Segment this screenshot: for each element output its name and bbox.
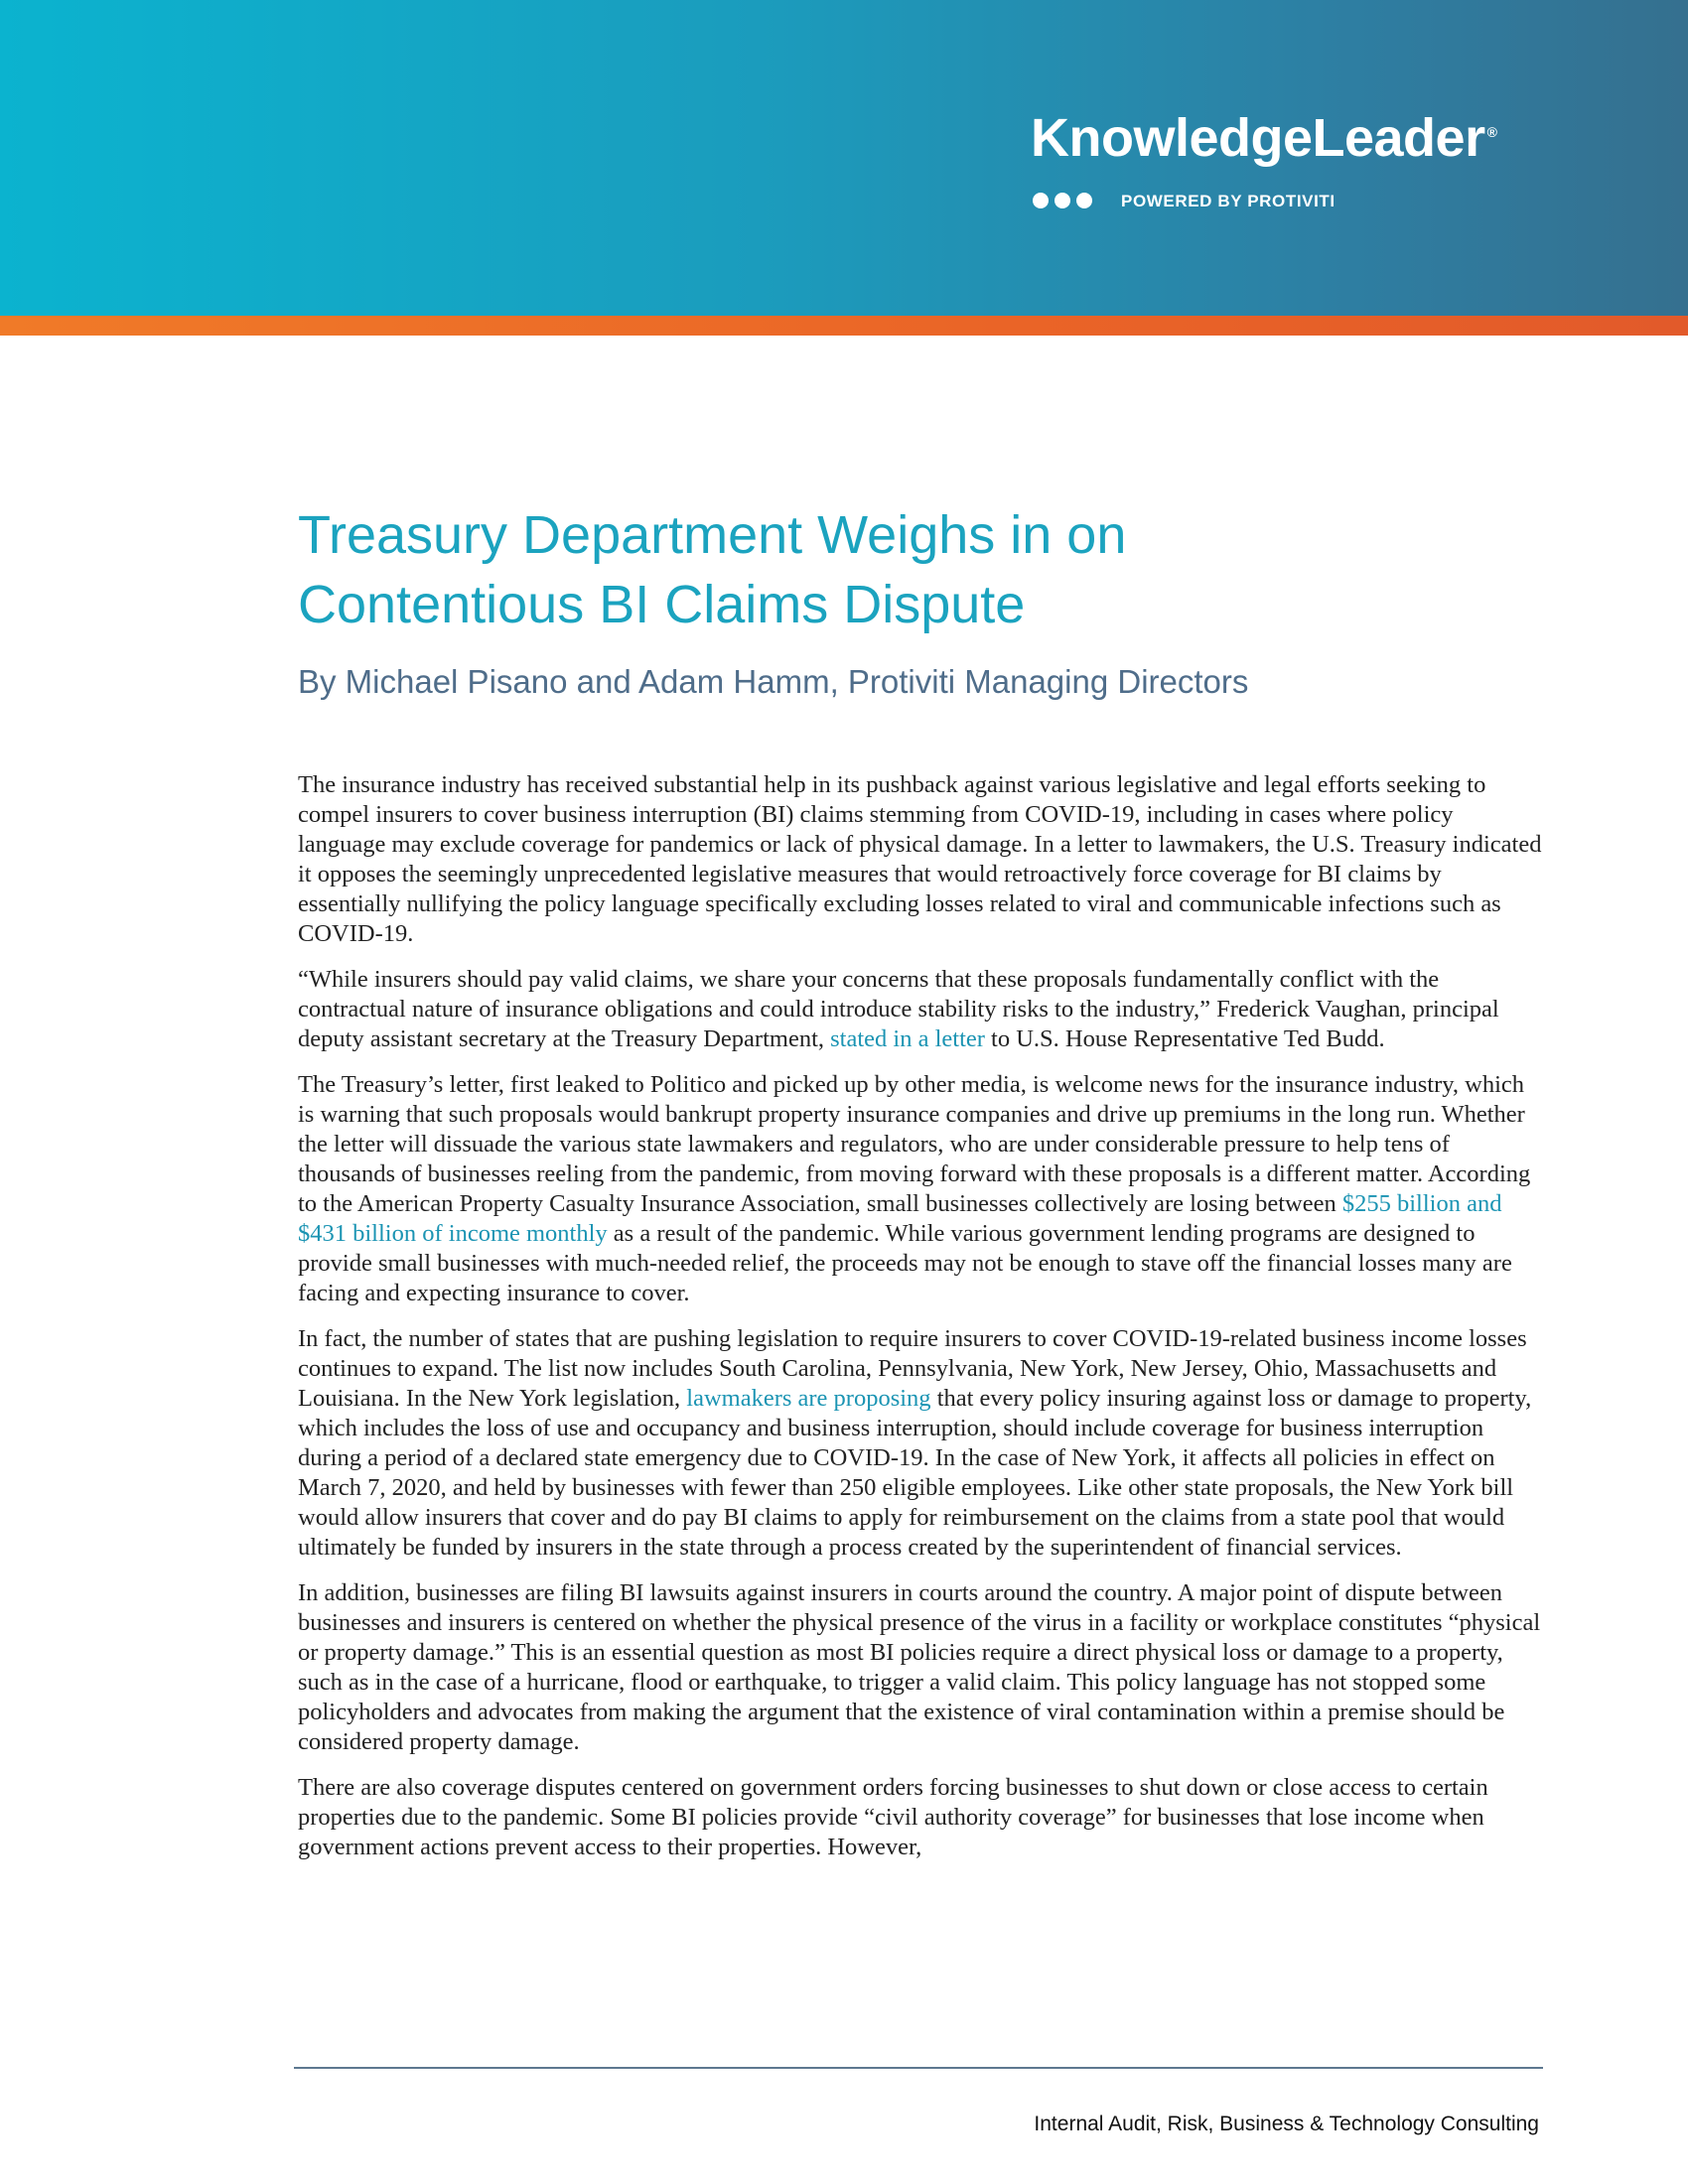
- paragraph-text: that every policy insuring against loss or damage to property, which includes the loss of use and occupancy and business interruption, should include coverage for business interruption during a period of a declared state emergency due to COVID-19. In the case of New York, it affects all policies in effect on March 7, 2020, and held by businesses with fewer than 250 eligible employees. Like other state proposals, the New York bill would allow insurers that cover and do pay BI claims to apply for reimbursement on the claims from a state pool that would ultimately be funded by insurers in the state through a process created by the superintendent of financial services.: [298, 1385, 1532, 1561]
- header-banner: [0, 0, 1688, 316]
- protiviti-dots-icon: [1033, 193, 1092, 208]
- paragraph-text: “While insurers should pay valid claims, we share your concerns that these proposals fundamentally conflict with the contractual nature of insurance obligations and could introduce stability risks to the industry,” Frederick Vaughan, principal deputy assistant secretary at the Treasury Department,: [298, 966, 1499, 1052]
- footer-text: Internal Audit, Risk, Business & Technology Consulting: [1034, 2113, 1539, 2135]
- accent-bar: [0, 316, 1688, 336]
- article-body: [298, 770, 1544, 1878]
- paragraph: The insurance industry has received substantial help in its pushback against various legislative and legal efforts seeking to compel insurers to cover business interruption (BI) claims stemming from COVID-19, including in cases where policy language may exclude coverage for pandemics or lack of physical damage. In a letter to lawmakers, the U.S. Treasury indicated it opposes the seemingly unprecedented legislative measures that would retroactively force coverage for BI claims by essentially nullifying the policy language specifically excluding losses related to viral and communicable infections such as COVID-19.: [298, 771, 1542, 947]
- paragraph-text: In fact, the number of states that are pushing legislation to require insurers to cover COVID-19-related business income losses continues to expand. The list now includes South Carolina, Pennsylvania, New York, New Jersey, Ohio, Massachusetts and Louisiana. In the New York legislation,: [298, 1325, 1527, 1412]
- paragraph-text: The Treasury’s letter, first leaked to Politico and picked up by other media, is welcome news for the insurance industry, which is warning that such proposals would bankrupt property insurance companies and drive up premiums in the long run. Whether the letter will dissuade the various state lawmakers and regulators, who are under considerable pressure to help tens of thousands of businesses reeling from the pandemic, from moving forward with these proposals is a different matter. According to the American Property Casualty Insurance Association, small businesses collectively are losing between: [298, 1071, 1531, 1217]
- brand-name: KnowledgeLeader: [1031, 108, 1485, 168]
- paragraph-text: to U.S. House Representative Ted Budd.: [984, 1025, 1385, 1052]
- income-loss-link[interactable]: $255 billion and $431 billion of income monthly: [298, 1190, 1502, 1247]
- paragraph-text: as a result of the pandemic. While various government lending programs are designed to provide small businesses with much-needed relief, the proceeds may not be enough to stave off the financial losses many are facing and expecting insurance to cover.: [298, 1220, 1512, 1306]
- paragraph: There are also coverage disputes centered on government orders forcing businesses to shut down or close access to certain properties due to the pandemic. Some BI policies provide “civil authority coverage” for businesses that lose income when government actions prevent access to their properties. However,: [298, 1774, 1488, 1860]
- dot-icon: [1076, 193, 1092, 208]
- brand-tagline: POWERED BY PROTIVITI: [1121, 192, 1336, 210]
- byline: By Michael Pisano and Adam Hamm, Protiviti Managing Directors: [298, 663, 1249, 700]
- brand-logo: [1031, 107, 1496, 169]
- lawmakers-proposing-link[interactable]: lawmakers are proposing: [686, 1385, 931, 1412]
- paragraph: [298, 1324, 1544, 1563]
- footer-divider: [294, 2067, 1543, 2069]
- dot-icon: [1055, 193, 1070, 208]
- stated-in-letter-link[interactable]: stated in a letter: [830, 1025, 985, 1052]
- registered-mark: ®: [1486, 124, 1497, 140]
- dot-icon: [1033, 193, 1049, 208]
- paragraph: [298, 965, 1544, 1054]
- page-title: Treasury Department Weighs in on Contentious BI Claims Dispute: [298, 505, 1127, 634]
- paragraph: [298, 1070, 1544, 1308]
- paragraph: In addition, businesses are filing BI lawsuits against insurers in courts around the country. A major point of dispute between businesses and insurers is centered on whether the physical presence of the virus in a facility or workplace constitutes “physical or property damage.” This is an essential question as most BI policies require a direct physical loss or damage to a property, such as in the case of a hurricane, flood or earthquake, to trigger a valid claim. This policy language has not stopped some policyholders and advocates from making the argument that the existence of viral contamination within a premise should be considered property damage.: [298, 1579, 1541, 1755]
